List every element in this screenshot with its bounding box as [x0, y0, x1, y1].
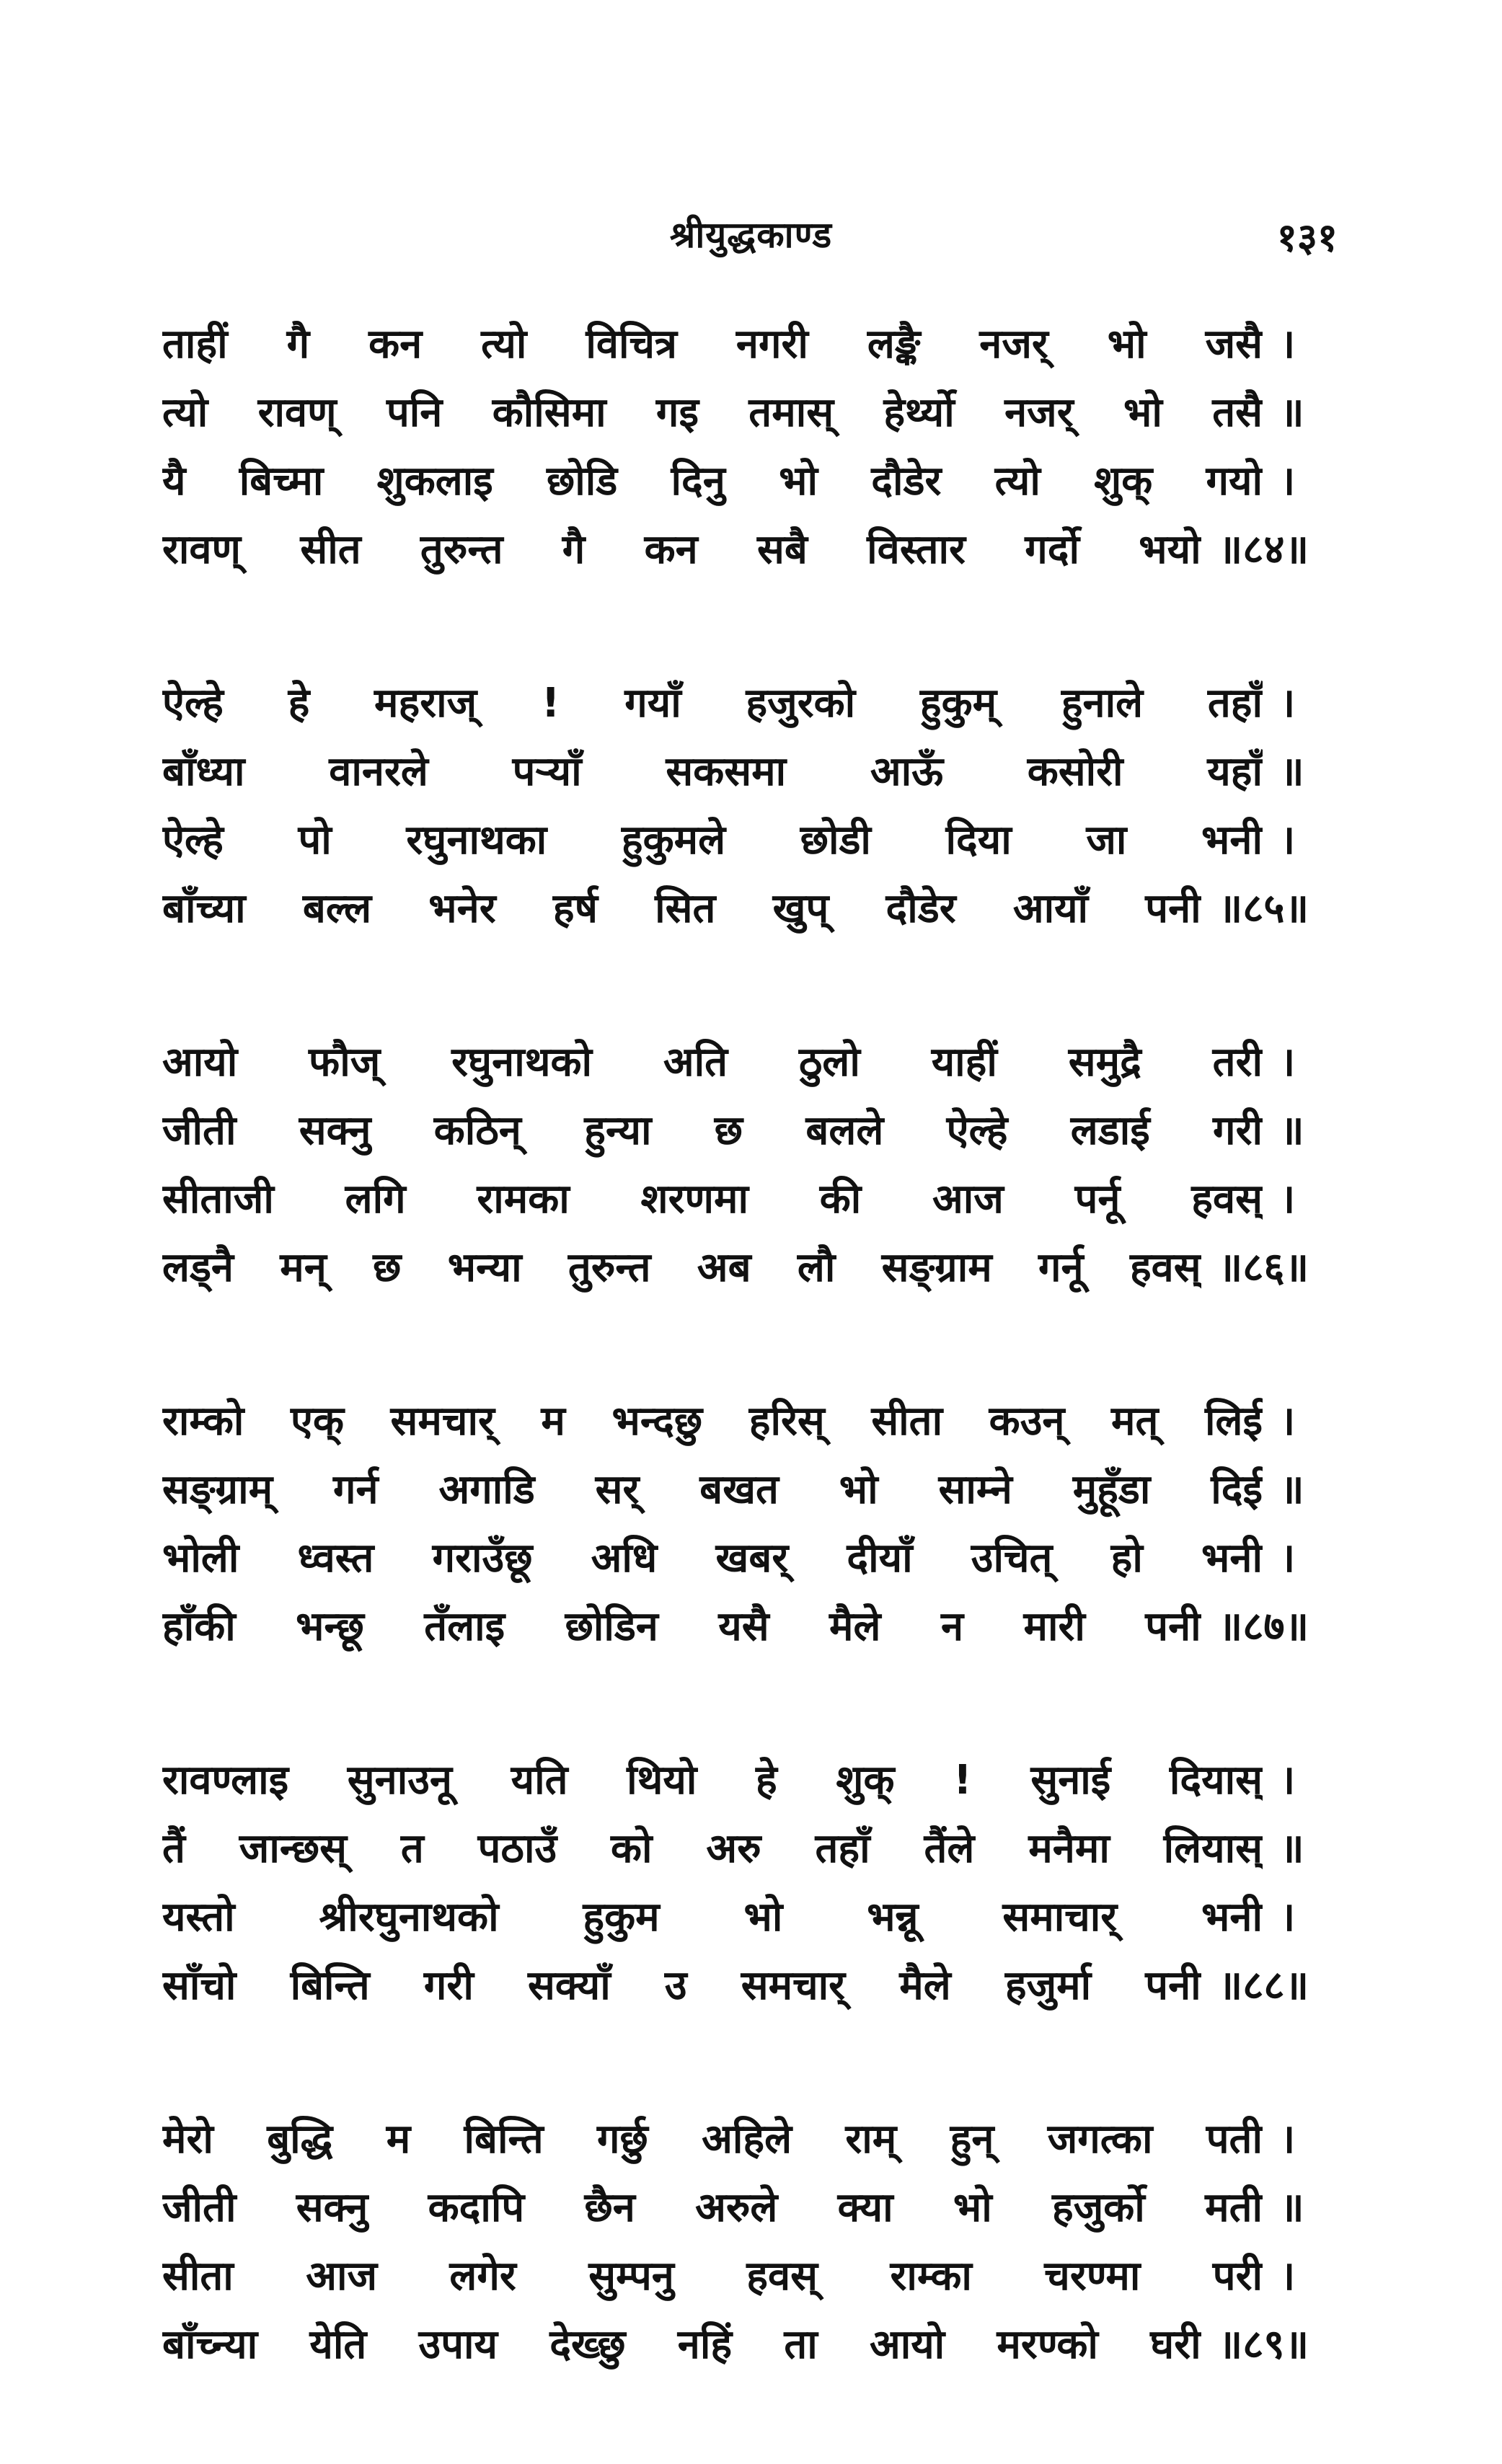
verse-line — [162, 1233, 1309, 1302]
verse-line — [162, 2310, 1309, 2379]
stanza-87 — [162, 1387, 1309, 1661]
running-header-title: श्रीयुद्धकाण्ड — [669, 214, 833, 256]
verse-number-mark: ॥८९॥ — [1218, 2321, 1309, 2368]
verse-line-text: यस्तो श्रीरघुनाथको हुकुम भो भन्नू समाचार् भनी — [162, 1894, 1263, 1941]
stanza-89 — [162, 2105, 1309, 2379]
verse-line — [162, 1096, 1309, 1165]
verse-line-text: हाँकी भन्छू तँलाइ छोडिन यसै मैले न मारी पनी — [162, 1603, 1201, 1650]
verse-line-text: साँचो बिन्ति गरी सक्याँ उ समचार् मैले हजुर्मा पनी — [162, 1962, 1201, 2009]
verse-line-text: बाँच्न्या येति उपाय देख्छु नहिं ता आयो मरण्को घरी — [162, 2321, 1201, 2368]
verse-line-text: बाँध्या वानरले पऱ्याँ सकसमा आऊँ कसोरी यहाँ — [162, 748, 1263, 795]
stanza-86 — [162, 1028, 1309, 1302]
verse-line-text: आयो फौज् रघुनाथको अति ठुलो याहीं समुद्रै तरी — [162, 1039, 1263, 1086]
verse-line-text: जीती सक्नु कदापि छैन अरुले क्या भो हजुर्को मती — [162, 2184, 1263, 2231]
verse-line-text: राम्को एक् समचार् म भन्दछु हरिस् सीता कउन् मत् लिई — [162, 1398, 1263, 1445]
verse-line-mark: ॥ — [1280, 1825, 1304, 1872]
stanza-84 — [162, 310, 1309, 584]
verse-line-mark: । — [1280, 680, 1296, 727]
verse-line-text: ताहीं गै कन त्यो विचित्र नगरी लङ्कै नजर् भो जसै — [162, 321, 1263, 368]
verse-line-text: त्यो रावण् पनि कौसिमा गइ तमास् हेर्थ्यो नजर् भो तसै — [162, 389, 1263, 436]
verse-line — [162, 1165, 1309, 1233]
stanza-85 — [162, 669, 1309, 943]
verse-line — [162, 1387, 1309, 1455]
verse-line-mark: । — [1280, 1894, 1296, 1941]
verse-line-text: रावण् सीत तुरुन्त गै कन सबै विस्तार गर्दो भयो — [162, 526, 1201, 573]
verse-line — [162, 310, 1309, 378]
verse-line-text: सङ्ग्राम् गर्न अगाडि सर् बखत भो साम्ने मुहूँडा दिई — [162, 1466, 1263, 1513]
verse-line — [162, 1455, 1309, 1524]
verse-line-text: सीता आज लगेर सुम्पनु हवस् राम्का चरण्मा परी — [162, 2253, 1263, 2300]
verse-line-mark: ॥ — [1280, 1466, 1304, 1513]
verse-number-mark: ॥८८॥ — [1218, 1962, 1309, 2009]
verse-body — [162, 310, 1309, 2464]
verse-number-mark: ॥८४॥ — [1218, 526, 1309, 573]
page-number: १३१ — [1276, 215, 1338, 260]
verse-line-mark: । — [1280, 1757, 1296, 1804]
verse-line — [162, 2173, 1309, 2242]
verse-number-mark: ॥८५॥ — [1218, 885, 1309, 932]
verse-line — [162, 515, 1309, 584]
verse-line — [162, 669, 1309, 737]
verse-line — [162, 874, 1309, 943]
verse-line-text: तैं जान्छस् त पठाउँ को अरु तहाँ तैंले मनैमा लियास् — [162, 1825, 1263, 1872]
verse-line-mark: । — [1280, 817, 1296, 864]
verse-line-text: सीताजी लगि रामका शरणमा की आज पर्नू हवस् — [162, 1176, 1263, 1223]
verse-line-mark: । — [1280, 2116, 1296, 2163]
verse-line-mark: । — [1280, 1535, 1296, 1582]
verse-line — [162, 1028, 1309, 1096]
verse-line-mark: । — [1280, 458, 1296, 505]
verse-line-text: लड्नै मन् छ भन्या तुरुन्त अब लौ सङ्ग्राम गर्नू हवस् — [162, 1244, 1201, 1291]
verse-line-text: रावण्लाइ सुनाउनू यति थियो हे शुक् ! सुनाई दियास् — [162, 1757, 1263, 1804]
verse-line-mark: ॥ — [1280, 2184, 1304, 2231]
verse-line — [162, 1524, 1309, 1592]
verse-line-text: भोली ध्वस्त गराउँछू अधि खबर् दीयाँ उचित् हो भनी — [162, 1535, 1263, 1582]
stanza-88 — [162, 1746, 1309, 2020]
verse-line-mark: । — [1280, 2253, 1296, 2300]
verse-line-text: ऐल्हे पो रघुनाथका हुकुमले छोडी दिया जा भनी — [162, 817, 1263, 864]
verse-line — [162, 2242, 1309, 2310]
verse-number-mark: ॥८६॥ — [1218, 1244, 1309, 1291]
verse-line-text: बाँच्या बल्ल भनेर हर्ष सित खुप् दौडेर आयाँ पनी — [162, 885, 1201, 932]
verse-line-text: ऐल्हे हे महराज् ! गयाँ हजुरको हुकुम् हुनाले तहाँ — [162, 680, 1263, 727]
verse-line — [162, 806, 1309, 874]
verse-line-mark: ॥ — [1280, 389, 1304, 436]
verse-line — [162, 2105, 1309, 2173]
verse-line-mark: । — [1280, 321, 1296, 368]
verse-line — [162, 1883, 1309, 1951]
verse-line — [162, 1951, 1309, 2020]
verse-line-mark: ॥ — [1280, 748, 1304, 795]
verse-line — [162, 378, 1309, 447]
verse-number-mark: ॥८७॥ — [1218, 1603, 1309, 1650]
verse-line-mark: ॥ — [1280, 1107, 1304, 1154]
verse-line-mark: । — [1280, 1398, 1296, 1445]
verse-line — [162, 1746, 1309, 1814]
verse-line-mark: । — [1280, 1176, 1296, 1223]
verse-line — [162, 1814, 1309, 1883]
verse-line — [162, 447, 1309, 515]
verse-line — [162, 1592, 1309, 1661]
verse-line-text: यै बिच्मा शुकलाइ छोडि दिनु भो दौडेर त्यो शुक् गयो — [162, 458, 1263, 505]
verse-line — [162, 737, 1309, 806]
verse-line-text: जीती सक्नु कठिन् हुन्या छ बलले ऐल्हे लडाई गरी — [162, 1107, 1263, 1154]
verse-line-text: मेरो बुद्धि म बिन्ति गर्छु अहिले राम् हुन् जगत्का पती — [162, 2116, 1263, 2163]
verse-line-mark: । — [1280, 1039, 1296, 1086]
